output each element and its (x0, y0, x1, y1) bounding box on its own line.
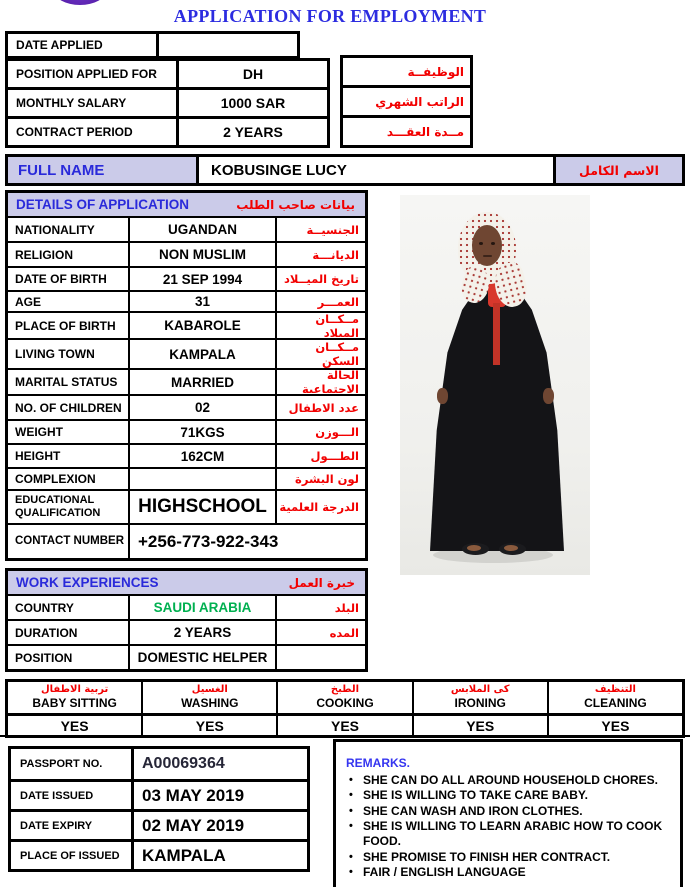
date-issued-label: DATE ISSUED (20, 789, 94, 802)
table-row (8, 394, 365, 419)
birthplace-arabic: مــكــان الميلاد (315, 311, 359, 340)
duration-label: DURATION (15, 625, 78, 640)
education-value: HIGHSCHOOL (128, 491, 275, 523)
skills-answer-row (8, 713, 682, 735)
details-section (5, 190, 368, 672)
contract-value: 2 YEARS (223, 124, 283, 140)
skill-arabic: التنظيف (594, 684, 636, 696)
country-arabic: البلد (334, 600, 359, 615)
complexion-label: COMPLEXION (15, 472, 96, 486)
table-row (8, 419, 365, 443)
eye (479, 242, 483, 245)
job-position-label: POSITION (15, 650, 73, 665)
skill-label: COOKING (316, 696, 374, 711)
work-header (8, 571, 365, 594)
position-label-arabic: الوظيفــة (407, 64, 464, 79)
nationality-label: NATIONALITY (15, 222, 95, 237)
complexion-value (128, 469, 275, 489)
remarks-list (346, 773, 668, 881)
skill-arabic: الغسيل (191, 684, 228, 696)
nationality-value: UGANDAN (128, 218, 275, 241)
children-value: 02 (128, 396, 275, 419)
position-value: DH (242, 66, 264, 82)
skill-arabic: الطبخ (330, 684, 360, 696)
remark-item: • SHE IS WILLING TO LEARN ARABIC HOW TO COOK FOOD. (346, 819, 668, 850)
full-name-label: FULL NAME (8, 157, 199, 183)
weight-label: WEIGHT (15, 425, 63, 439)
skill-arabic: تربية الاطفال (40, 684, 109, 696)
table-row (11, 809, 307, 839)
job-position-value: DOMESTIC HELPER (128, 646, 275, 669)
table-row (8, 644, 365, 669)
table-row (8, 241, 365, 266)
birthplace-label: PLACE OF BIRTH (15, 318, 116, 333)
nationality-arabic: الجنسيــة (306, 222, 359, 237)
age-arabic: العمـــر (317, 294, 359, 309)
passport-no-value: A00069364 (131, 749, 307, 779)
passport-no-label: PASSPORT NO. (20, 758, 103, 770)
remark-item: • SHE CAN WASH AND IRON CLOTHES. (346, 804, 668, 819)
face (472, 225, 502, 266)
table-row (11, 749, 307, 779)
right-hand (543, 388, 554, 404)
skill-arabic: كى الملابس (450, 684, 510, 696)
remark-item: • SHE PROMISE TO FINISH HER CONTRACT. (346, 850, 668, 865)
date-applied-value (159, 34, 297, 56)
full-name-row (5, 154, 685, 186)
height-label: HEIGHT (15, 449, 61, 463)
position-table-arabic (340, 55, 473, 148)
contract-label-arabic: مــدة العقـــد (386, 124, 464, 139)
table-row (8, 61, 327, 87)
date-applied-row (5, 31, 300, 59)
contract-label: CONTRACT PERIOD (8, 119, 179, 145)
country-label: COUNTRY (15, 600, 74, 615)
position-label: POSITION APPLIED FOR (8, 61, 179, 87)
skill-label: IRONING (454, 696, 506, 711)
eye (491, 242, 495, 245)
height-arabic: الطـــول (310, 449, 359, 463)
date-expiry-label: DATE EXPIRY (20, 819, 93, 832)
remark-item: • SHE CAN DO ALL AROUND HOUSEHOLD CHORES. (346, 773, 668, 788)
duration-value: 2 YEARS (128, 621, 275, 644)
red-shirt-strip (493, 303, 500, 365)
table-row (8, 216, 365, 241)
weight-value: 71KGS (128, 421, 275, 443)
table-row (8, 619, 365, 644)
age-label: AGE (15, 294, 42, 309)
skill-answer: YES (547, 716, 682, 735)
table-row (8, 489, 365, 523)
right-foot (504, 545, 518, 551)
religion-arabic: الديانـــة (312, 247, 359, 262)
living-town-label: LIVING TOWN (15, 347, 95, 361)
work-experience-table (5, 568, 368, 672)
age-value: 31 (128, 292, 275, 311)
applicant-photo (400, 195, 590, 575)
salary-label: MONTHLY SALARY (8, 90, 179, 116)
dob-label: DATE OF BIRTH (15, 272, 107, 286)
salary-label-arabic: الراتب الشهري (375, 94, 464, 109)
mouth (483, 255, 492, 257)
complexion-arabic: لون البشرة (295, 472, 359, 486)
skill-label: CLEANING (584, 696, 647, 711)
table-row (8, 116, 327, 145)
living-town-arabic: مــكــان السكن (315, 340, 359, 368)
table-row (8, 368, 365, 394)
skill-ironing (412, 682, 547, 713)
details-header (8, 193, 365, 216)
date-issued-value: 03 MAY 2019 (131, 782, 307, 809)
contact-value: +256-773-922-343 (128, 525, 365, 558)
remark-item: • SHE IS WILLING TO TAKE CARE BABY. (346, 788, 668, 803)
skill-washing (141, 682, 276, 713)
table-row (11, 779, 307, 809)
place-issued-value: KAMPALA (131, 842, 307, 869)
living-town-value: KAMPALA (128, 340, 275, 368)
left-foot (467, 545, 481, 551)
details-header-arabic: بيانات صاحب الطلب (236, 197, 355, 212)
table-row (8, 523, 365, 558)
marital-arabic: الحالة الاجتماعية (301, 368, 359, 396)
details-header-label: DETAILS OF APPLICATION (16, 197, 189, 212)
skill-answer: YES (141, 716, 276, 735)
religion-label: RELIGION (15, 247, 74, 262)
salary-value: 1000 SAR (220, 95, 286, 111)
weight-arabic: الـــوزن (315, 425, 359, 439)
height-value: 162CM (128, 445, 275, 467)
skill-cleaning (547, 682, 682, 713)
remark-item: • FAIR / ENGLISH LANGUAGE (346, 865, 668, 880)
position-table (5, 58, 330, 148)
birthplace-value: KABAROLE (128, 313, 275, 338)
agency-logo-partial (54, 0, 106, 5)
work-header-arabic: خبرة العمل (288, 575, 355, 590)
dob-value: 21 SEP 1994 (128, 268, 275, 290)
full-name-label-arabic: الاسم الكامل (579, 162, 659, 178)
education-arabic: الدرجة العلمية (279, 500, 359, 514)
skill-babysitting (8, 682, 141, 713)
section-divider (0, 735, 690, 737)
religion-value: NON MUSLIM (128, 243, 275, 266)
passport-table (8, 746, 310, 872)
table-row (8, 594, 365, 619)
country-value: SAUDI ARABIA (128, 596, 275, 619)
table-row (8, 443, 365, 467)
remarks-box (333, 739, 683, 887)
left-hand (437, 388, 448, 404)
remarks-title: REMARKS. (346, 756, 411, 770)
marital-label: MARITAL STATUS (15, 375, 118, 389)
dob-arabic: تاريخ الميــلاد (283, 272, 359, 286)
children-label: NO. OF CHILDREN (15, 400, 122, 415)
skill-answer: YES (412, 716, 547, 735)
place-issued-label: PLACE OF ISSUED (20, 849, 120, 862)
skills-header-row (8, 682, 682, 713)
details-table (5, 190, 368, 561)
skill-cooking (276, 682, 411, 713)
table-row (11, 839, 307, 869)
education-label: EDUCATIONAL QUALIFICATION (15, 494, 101, 519)
table-row (8, 87, 327, 116)
table-row (8, 290, 365, 311)
page-title: APPLICATION FOR EMPLOYMENT (173, 6, 487, 26)
contact-label: CONTACT NUMBER (15, 534, 125, 547)
date-applied-label: DATE APPLIED (8, 34, 159, 56)
children-arabic: عدد الاطفال (288, 400, 359, 415)
table-row (8, 467, 365, 489)
table-row (8, 311, 365, 338)
skill-answer: YES (60, 717, 89, 734)
skill-label: BABY SITTING (32, 696, 117, 711)
work-header-label: WORK EXPERIENCES (16, 575, 159, 590)
marital-value: MARRIED (128, 370, 275, 394)
table-row (8, 266, 365, 290)
table-row (8, 338, 365, 368)
skill-label: WASHING (181, 696, 239, 711)
duration-arabic: المده (329, 625, 359, 640)
skill-answer: YES (276, 716, 411, 735)
skills-table (5, 679, 685, 738)
full-name-value: KOBUSINGE LUCY (199, 157, 556, 183)
date-expiry-value: 02 MAY 2019 (131, 812, 307, 839)
